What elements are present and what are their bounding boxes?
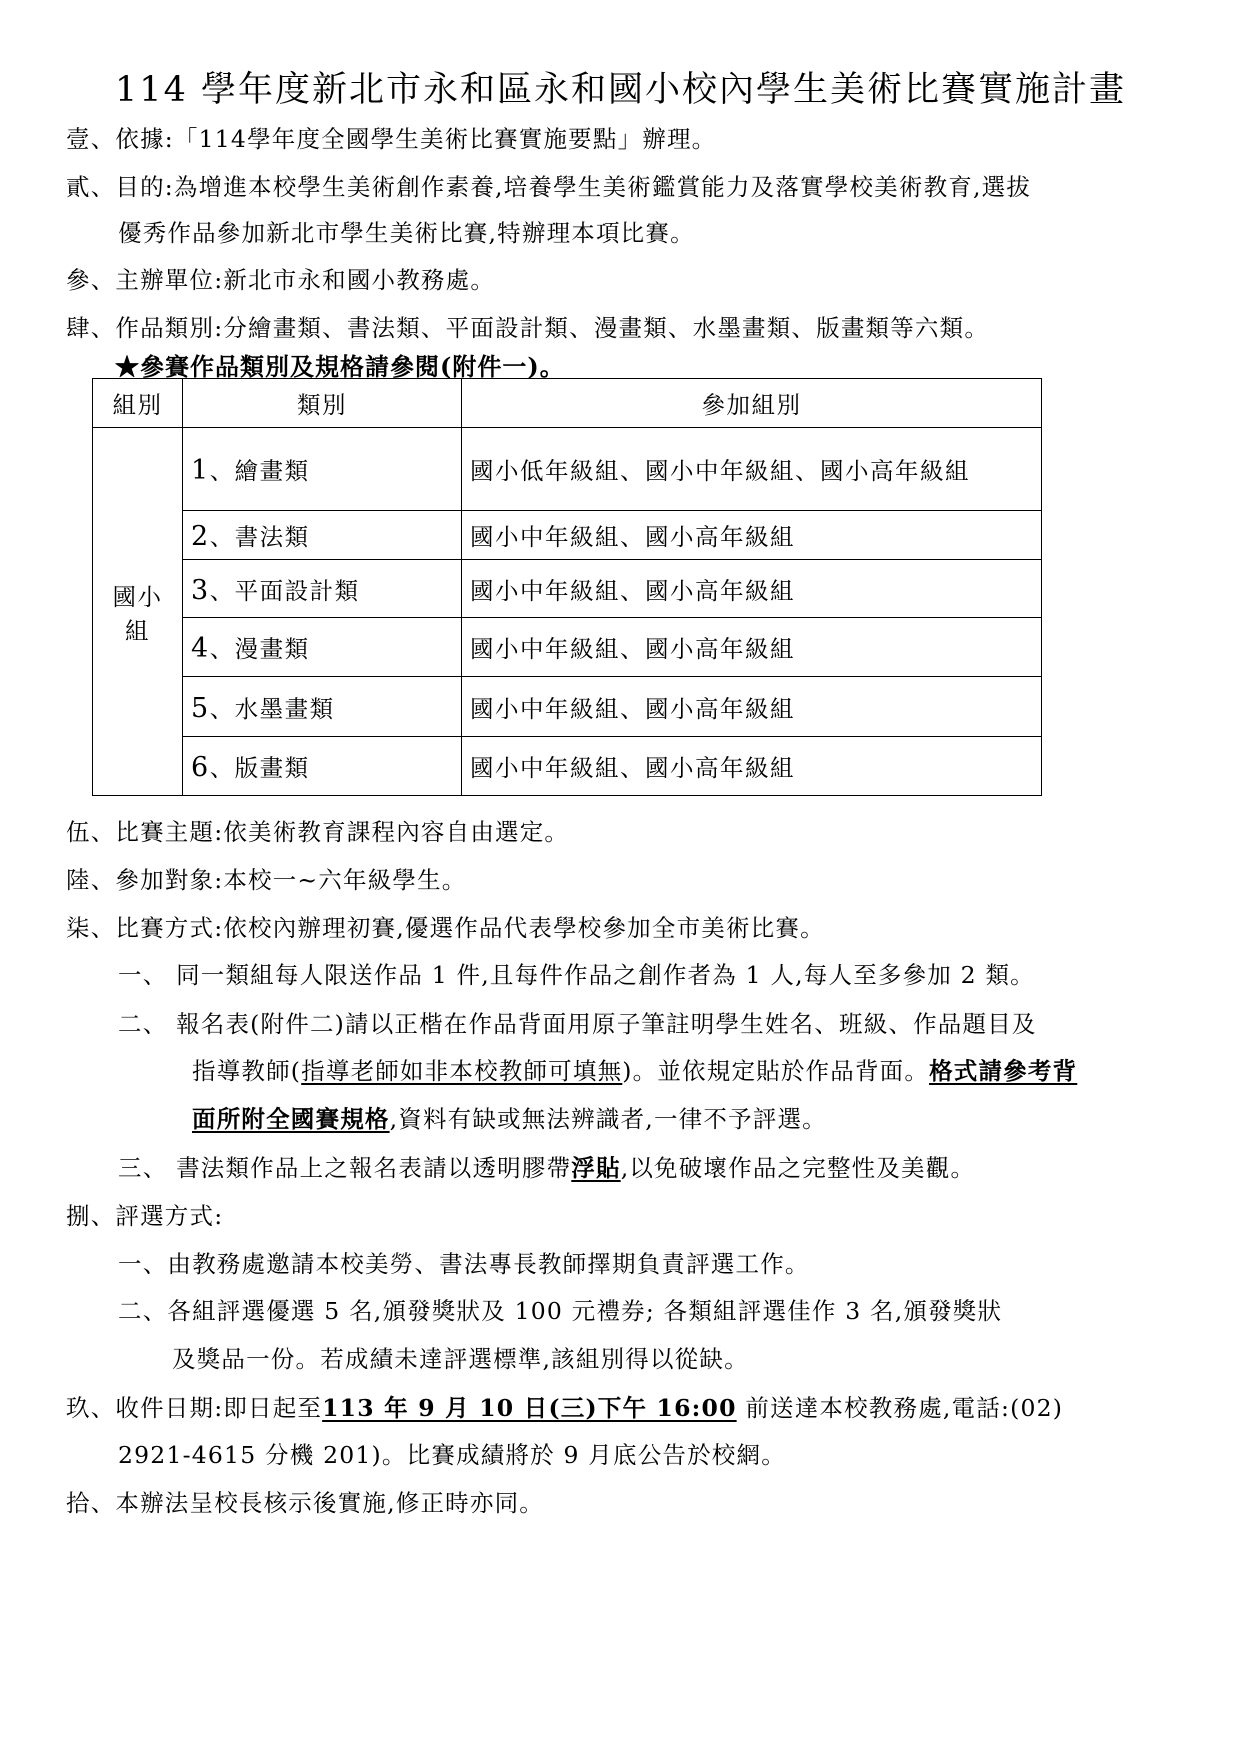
method-item-2-line2: 指導教師(指導老師如非本校教師可填無)。並依規定貼於作品背面。格式請參考背 (192, 1057, 1078, 1085)
section-purpose-line2: 優秀作品參加新北市學生美術比賽,特辦理本項比賽。 (118, 219, 695, 247)
levels-cell: 國小中年級組、國小高年級組 (462, 737, 1042, 796)
category-cell: 6、版畫類 (183, 737, 462, 796)
section-categories: 肆、作品類別:分繪畫類、書法類、平面設計類、漫畫類、水墨畫類、版畫類等六類。 (66, 314, 990, 342)
category-cell: 3、平面設計類 (183, 560, 462, 618)
levels-cell: 國小中年級組、國小高年級組 (462, 560, 1042, 618)
table-row (93, 511, 1042, 560)
section-participants: 陸、參加對象:本校一~六年級學生。 (66, 866, 467, 894)
judging-item-2-line2: 及獎品一份。若成績未達評選標準,該組別得以從缺。 (172, 1345, 749, 1373)
category-cell: 5、水墨畫類 (183, 677, 462, 737)
table-row (93, 737, 1042, 796)
section-theme: 伍、比賽主題:依美術教育課程內容自由選定。 (66, 818, 570, 846)
section-enactment: 拾、本辦法呈校長核示後實施,修正時亦同。 (66, 1489, 544, 1517)
section-organizer: 參、主辦單位:新北市永和國小教務處。 (66, 266, 496, 294)
section-deadline: 玖、收件日期:即日起至113 年 9 月 10 日(三)下午 16:00 前送達本校教務處,電話:(02) (66, 1394, 1064, 1422)
group-cell: 國小組 (93, 428, 183, 796)
section-purpose-line1: 貳、目的:為增進本校學生美術創作素養,培養學生美術鑑賞能力及落實學校美術教育,選拔 (66, 173, 1032, 201)
judging-item-1: 一、由教務處邀請本校美勞、書法專長教師擇期負責評選工作。 (118, 1250, 810, 1278)
table-row (93, 677, 1042, 737)
category-cell: 1、繪畫類 (183, 428, 462, 511)
header-category: 類別 (183, 379, 462, 428)
document-title: 114 學年度新北市永和區永和國小校內學生美術比賽實施計畫 (115, 70, 1126, 110)
table-row (93, 428, 1042, 511)
header-group: 組別 (93, 379, 183, 428)
levels-cell: 國小中年級組、國小高年級組 (462, 618, 1042, 677)
method-item-1: 一、 同一類組每人限送作品 1 件,且每件作品之創作者為 1 人,每人至多參加 2 類。 (118, 961, 1035, 989)
category-cell: 4、漫畫類 (183, 618, 462, 677)
levels-cell: 國小低年級組、國小中年級組、國小高年級組 (462, 428, 1042, 511)
table-row (93, 618, 1042, 677)
table-row (93, 560, 1042, 618)
method-item-3: 三、 書法類作品上之報名表請以透明膠帶浮貼,以免破壞作品之完整性及美觀。 (118, 1154, 976, 1182)
method-item-2-line3: 面所附全國賽規格,資料有缺或無法辨識者,一律不予評選。 (192, 1105, 827, 1133)
section-basis: 壹、依據:「114學年度全國學生美術比賽實施要點」辦理。 (66, 125, 717, 153)
levels-cell: 國小中年級組、國小高年級組 (462, 511, 1042, 560)
header-levels: 參加組別 (462, 379, 1042, 428)
table-header-row (93, 379, 1042, 428)
category-spec-note: ★參賽作品類別及規格請參閱(附件一)。 (115, 352, 565, 381)
category-table (92, 378, 1042, 796)
category-cell: 2、書法類 (183, 511, 462, 560)
method-item-2-line1: 二、 報名表(附件二)請以正楷在作品背面用原子筆註明學生姓名、班級、作品題目及 (118, 1010, 1037, 1038)
section-deadline-line2: 2921-4615 分機 201)。比賽成績將於 9 月底公告於校網。 (118, 1441, 786, 1469)
judging-item-2-line1: 二、各組評選優選 5 名,頒發獎狀及 100 元禮券; 各類組評選佳作 3 名,頒發獎狀 (118, 1297, 1003, 1325)
section-method: 柒、比賽方式:依校內辦理初賽,優選作品代表學校參加全市美術比賽。 (66, 914, 825, 942)
levels-cell: 國小中年級組、國小高年級組 (462, 677, 1042, 737)
section-judging: 捌、評選方式: (66, 1202, 224, 1230)
